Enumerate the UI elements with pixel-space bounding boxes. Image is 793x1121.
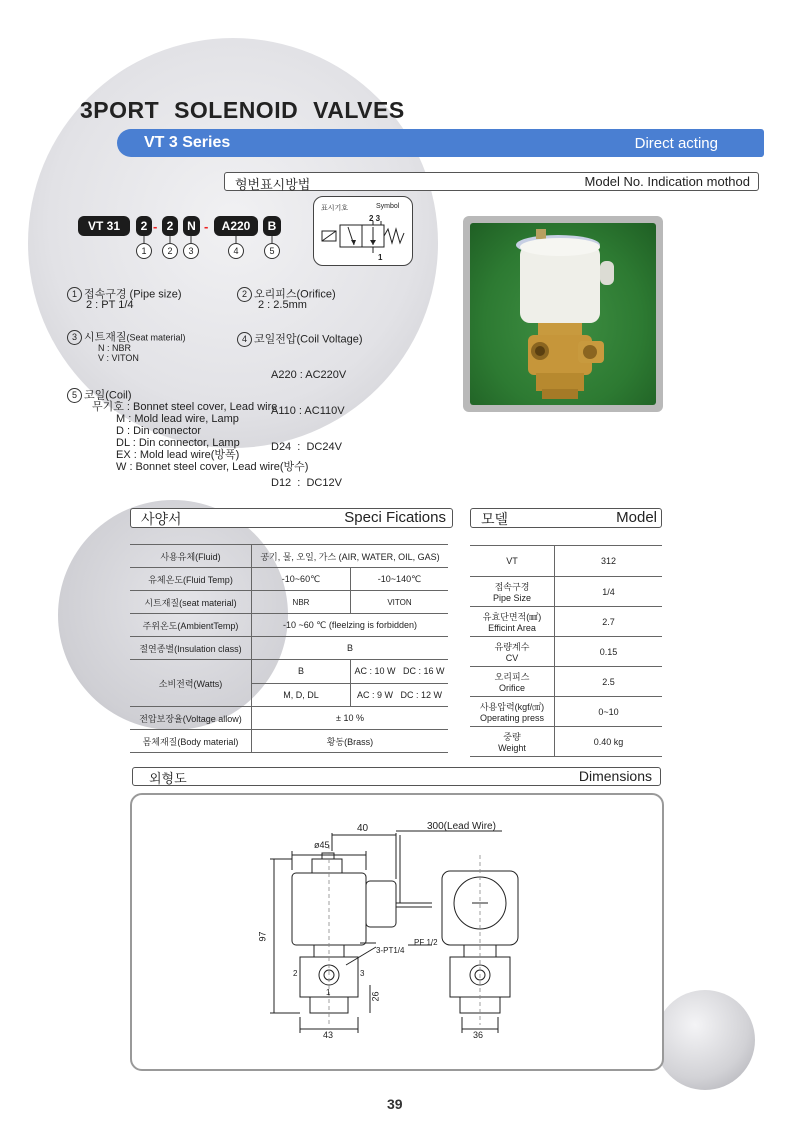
- legend-voltage-value: D12 : DC12V: [271, 477, 342, 489]
- spec-ambient-value: -10 ~60 ℃ (fleelzing is forbidden): [252, 614, 449, 637]
- model-row-label-secondary: Efficint Area: [488, 623, 536, 633]
- symbol-box: [313, 196, 413, 266]
- spec-watts-m-dc: DC : 12 W: [400, 689, 443, 700]
- legend-coil-type: EX : Mold lead wire(방폭): [116, 449, 240, 461]
- spec-seat-label: 시트재질(seat material): [130, 591, 252, 614]
- spec-seat-viton: VITON: [351, 591, 449, 614]
- code-number-2: 2: [162, 243, 178, 259]
- model-row-value: 1/4: [555, 577, 663, 607]
- legend-number: 5: [67, 388, 82, 403]
- page-number: 39: [387, 1096, 403, 1112]
- model-row-label: [470, 697, 555, 727]
- spec-temp-label: 유체온도(Fluid Temp): [130, 568, 252, 591]
- spec-header: [130, 508, 453, 528]
- spec-watts-b-dc: DC : 16 W: [403, 666, 445, 677]
- valve-symbol-icon: [318, 221, 410, 253]
- table-row: [470, 667, 662, 697]
- table-row: [470, 697, 662, 727]
- code-part-voltage: A220: [214, 216, 258, 236]
- spec-fluid-label: 사용유체(Fluid): [130, 545, 252, 568]
- model-row-label-primary: 접속구경: [494, 582, 530, 592]
- symbol-port-bottom: 1: [378, 253, 383, 262]
- dimensions-header: [132, 767, 661, 786]
- model-row-value: 0.15: [555, 637, 663, 667]
- symbol-port-top: 2 3: [369, 214, 381, 223]
- legend-coil-type: D : Din connector: [116, 425, 201, 437]
- legend-number: 3: [67, 330, 82, 345]
- spec-watts-label: 소비전력(Watts): [130, 660, 252, 707]
- table-row: [470, 727, 662, 757]
- dim-ports: 3-PT1/4: [376, 946, 405, 955]
- table-row: [470, 607, 662, 637]
- table-row: [470, 546, 662, 577]
- spec-seat-nbr: NBR: [252, 591, 351, 614]
- code-dash: -: [204, 219, 209, 234]
- legend-orifice-value: 2 : 2.5mm: [258, 299, 307, 311]
- legend-coil-type: DL : Din connector, Lamp: [116, 437, 240, 449]
- dimensions-header-en: Dimensions: [578, 768, 652, 784]
- product-photo: [463, 216, 663, 412]
- code-number-1: 1: [136, 243, 152, 259]
- model-row-label: [470, 546, 555, 577]
- model-header: [470, 508, 662, 528]
- series-type: Direct acting: [634, 135, 718, 152]
- table-row: [130, 730, 448, 753]
- model-row-label-secondary: Weight: [498, 743, 526, 753]
- legend-coil-type: M : Mold lead wire, Lamp: [116, 413, 239, 425]
- model-row-label-primary: 유효단면적(㎟): [482, 612, 542, 622]
- legend-seat-label-en: (Seat material): [126, 332, 186, 343]
- dim-97: 97: [257, 931, 268, 942]
- spec-watts-type-m: M, D, DL: [252, 683, 351, 707]
- spec-temp-viton: -10~140℃: [351, 568, 449, 591]
- model-row-label-primary: VT: [506, 556, 518, 566]
- model-row-label: [470, 607, 555, 637]
- model-row-value: 2.5: [555, 667, 663, 697]
- spec-fluid-value: 공기, 물, 오일, 가스 (AIR, WATER, OIL, GAS): [252, 545, 449, 568]
- legend-number: 4: [237, 332, 252, 347]
- legend-number: 1: [67, 287, 82, 302]
- port-label-3: 3: [360, 969, 365, 978]
- spec-watts-m-ac: AC : 9 W: [356, 689, 393, 700]
- model-indication-header: [224, 172, 759, 191]
- spec-body-value: 황동(Brass): [252, 730, 449, 753]
- table-row: [130, 591, 448, 614]
- spec-voltage-label: 전압보장율(Voltage allow): [130, 707, 252, 730]
- table-row: [470, 637, 662, 667]
- spec-insulation-label: 절연종별(Insulation class): [130, 637, 252, 660]
- spec-watts-b-values: [351, 660, 449, 684]
- legend-number: 2: [237, 287, 252, 302]
- model-header-en: Model: [616, 509, 657, 526]
- model-header-ko: 모델: [481, 511, 509, 527]
- dim-40: 40: [357, 823, 369, 834]
- legend-voltage-value: A220 : AC220V: [271, 369, 347, 381]
- legend-voltage-value: D24 : DC24V: [271, 441, 342, 453]
- code-number-5: 5: [264, 243, 280, 259]
- model-row-label-primary: 사용압력(kgf/㎠): [479, 702, 545, 712]
- model-row-value: 0~10: [555, 697, 663, 727]
- spec-table: [130, 544, 448, 753]
- spec-header-ko: 사양서: [141, 511, 182, 527]
- model-indication-ko: 형번표시방법: [235, 177, 311, 192]
- spec-insulation-value: B: [252, 637, 449, 660]
- table-row: [130, 707, 448, 730]
- dim-36: 36: [473, 1030, 484, 1040]
- code-dash: -: [153, 219, 158, 234]
- symbol-label-en: Symbol: [376, 203, 400, 210]
- code-number-4: 4: [228, 243, 244, 259]
- model-indication-en: Model No. Indication mothod: [584, 174, 750, 189]
- spec-watts-m-values: [351, 683, 449, 707]
- port-label-1: 1: [326, 988, 331, 997]
- table-row: [130, 545, 448, 568]
- legend-coil-voltage-label: 코일전압(Coil Voltage): [254, 333, 363, 346]
- port-label-2: 2: [293, 969, 298, 978]
- model-row-label: [470, 667, 555, 697]
- code-part-coil: B: [263, 216, 281, 236]
- dim-diameter-45: ø45: [314, 840, 330, 850]
- spec-temp-nbr: -10~60℃: [252, 568, 351, 591]
- code-part-seat: N: [183, 216, 200, 236]
- legend-voltage-value: A110 : AC110V: [271, 405, 345, 417]
- table-row: [130, 660, 448, 684]
- legend-seat-label-ko: 시트재질: [84, 331, 127, 344]
- solenoid-valve-image: [470, 223, 656, 405]
- code-number-3: 3: [183, 243, 199, 259]
- spec-body-label: 몸체재질(Body material): [130, 730, 252, 753]
- code-part-orifice: 2: [162, 216, 178, 236]
- dimensions-header-ko: 외형도: [149, 771, 187, 786]
- legend-pipe-value: 2 : PT 1/4: [86, 299, 134, 311]
- table-row: [130, 614, 448, 637]
- spec-watts-b-ac: AC : 10 W: [354, 666, 396, 677]
- model-table: [470, 545, 662, 757]
- model-row-value: 312: [555, 546, 663, 577]
- legend-orifice-label: 오리피스(Orifice): [254, 288, 336, 301]
- model-row-value: 2.7: [555, 607, 663, 637]
- model-row-label-secondary: Orifice: [498, 683, 525, 693]
- dimensions-drawing-frame: [130, 793, 664, 1071]
- symbol-label-ko: 표시기호: [321, 205, 349, 212]
- legend-seat-value: N : NBR: [98, 343, 132, 353]
- dim-lead-wire: 300(Lead Wire): [427, 821, 496, 832]
- model-row-label: [470, 637, 555, 667]
- spec-voltage-value: ± 10 %: [252, 707, 449, 730]
- model-row-label-secondary: Pipe Size: [492, 593, 532, 603]
- table-row: [470, 577, 662, 607]
- dim-43: 43: [323, 1030, 334, 1040]
- legend-coil-type: W : Bonnet steel cover, Lead wire(방수): [116, 461, 309, 473]
- legend-coil-label: 코일(Coil): [84, 389, 132, 402]
- series-name: VT 3 Series: [144, 134, 231, 151]
- decorative-circle-small: [655, 990, 755, 1090]
- dim-26: 26: [370, 991, 381, 1002]
- model-row-label-primary: 중량: [503, 732, 521, 742]
- legend-coil-type-0: 무기호 : Bonnet steel cover, Lead wire: [92, 401, 278, 413]
- series-banner: [117, 129, 764, 157]
- spec-header-en: Speci Fications: [344, 509, 446, 526]
- spec-watts-type-b: B: [252, 660, 351, 684]
- legend-seat-values: [98, 343, 139, 363]
- model-row-label: [470, 577, 555, 607]
- model-row-label-primary: 오리피스: [494, 672, 530, 682]
- code-part-base: VT 31: [78, 216, 130, 236]
- legend-coil-types: [116, 413, 308, 473]
- model-row-label-secondary: CV: [505, 653, 519, 663]
- dim-pf: PF 1/2: [414, 938, 438, 947]
- model-row-label-primary: 유량계수: [494, 642, 530, 652]
- model-row-label-secondary: Operating press: [479, 713, 545, 723]
- legend-seat-value: V : VITON: [98, 353, 139, 363]
- spec-ambient-label: 주위온도(AmbientTemp): [130, 614, 252, 637]
- table-row: [130, 568, 448, 591]
- legend-pipe-label: 접속구경 (Pipe size): [84, 288, 182, 301]
- code-connector-lines: [130, 236, 290, 244]
- table-row: [130, 637, 448, 660]
- page-title: 3PORT SOLENOID VALVES: [80, 97, 405, 123]
- model-row-label: [470, 727, 555, 757]
- model-row-value: 0.40 kg: [555, 727, 663, 757]
- code-part-pipe: 2: [136, 216, 152, 236]
- product-photo-image: [470, 223, 656, 405]
- dimension-drawing: [132, 795, 662, 1069]
